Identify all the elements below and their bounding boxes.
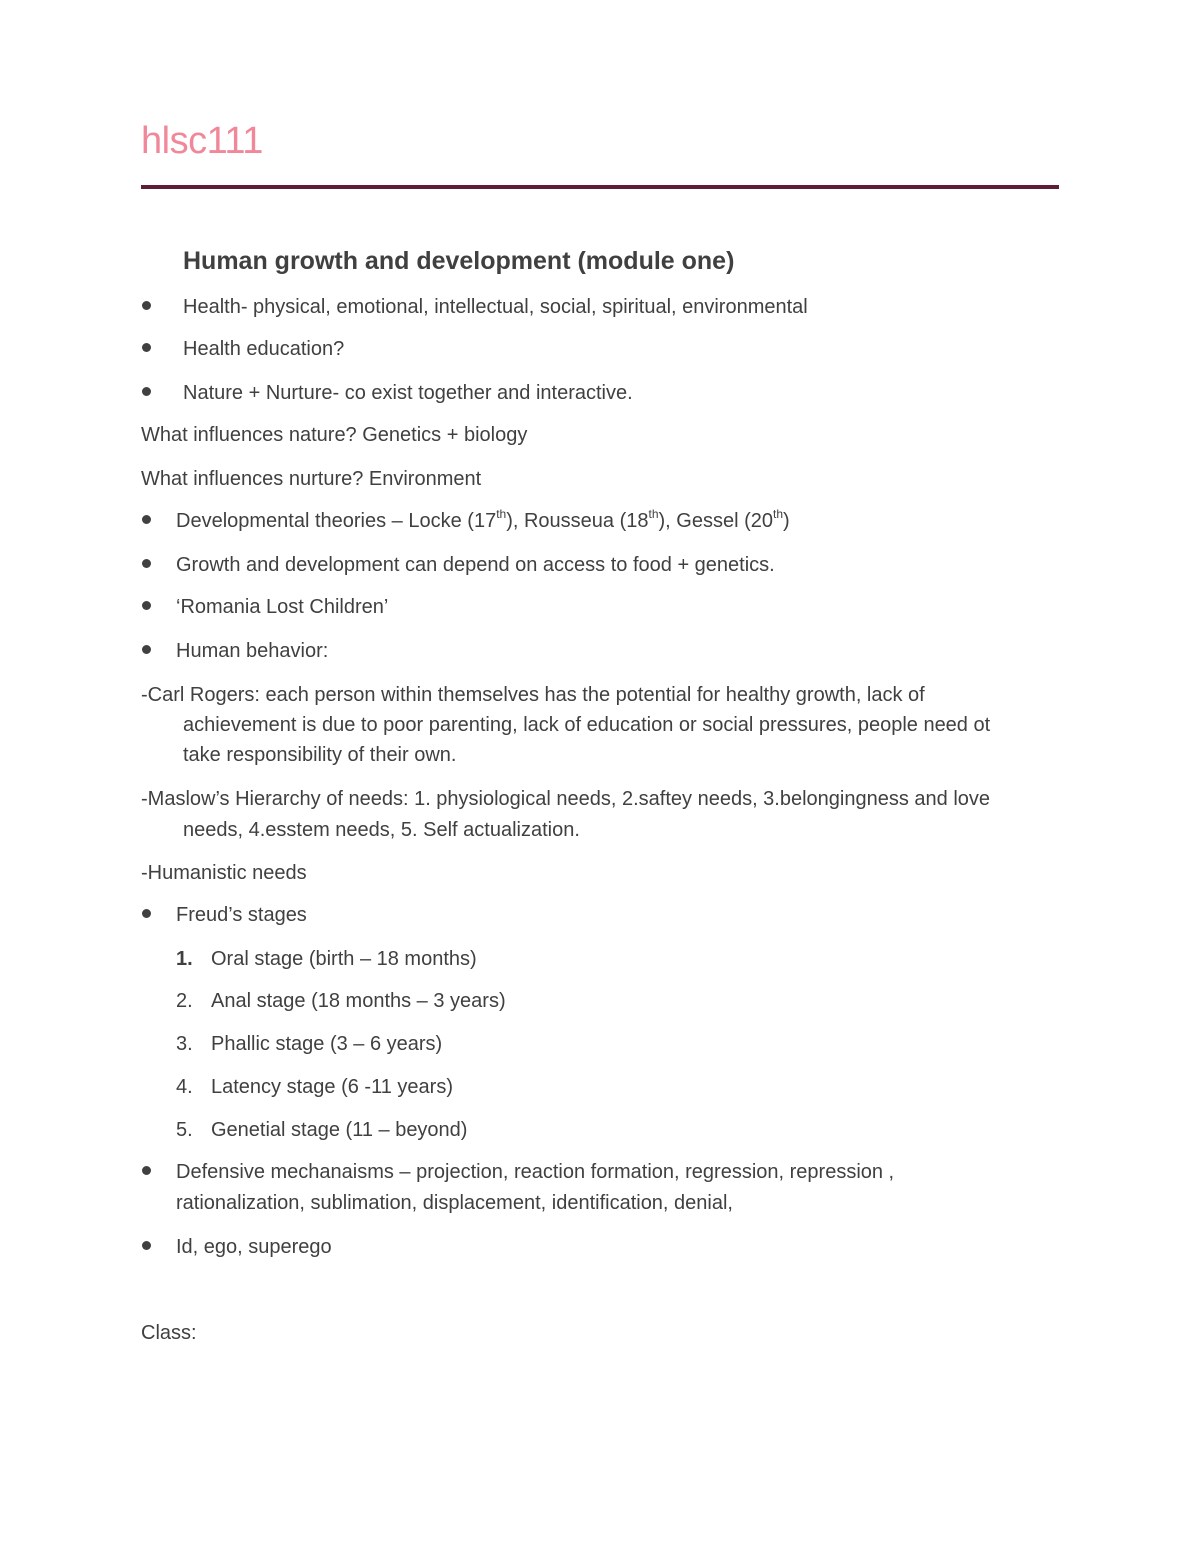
stage-number: 1. [176, 948, 193, 970]
bullet-icon [142, 601, 151, 610]
maslow-line: needs, 4.esstem needs, 5. Self actualization. [183, 819, 580, 841]
stage-text: Phallic stage (3 – 6 years) [211, 1033, 443, 1055]
bullet-icon [142, 909, 151, 918]
title-divider [141, 185, 1059, 189]
stage-number: 2. [176, 990, 193, 1012]
bullet-icon [142, 387, 151, 396]
bullet-icon [142, 645, 151, 654]
bullet-icon [142, 1241, 151, 1250]
stage-text: Latency stage (6 -11 years) [211, 1076, 453, 1098]
superscript: th [773, 507, 784, 521]
stage-number: 4. [176, 1076, 193, 1098]
nurture-line: What influences nurture? Environment [141, 468, 482, 490]
superscript: th [648, 507, 659, 521]
rogers-line: -Carl Rogers: each person within themselves has the potential for healthy growth, lack of [141, 684, 925, 706]
list-item: ‘Romania Lost Children’ [176, 596, 389, 618]
theories-text: ), Gessel (20 [658, 510, 773, 532]
theories-text: Developmental theories – Locke (17 [176, 510, 497, 532]
bullet-icon [142, 1166, 151, 1175]
document-title: hlsc111 [141, 120, 263, 162]
rogers-line: take responsibility of their own. [183, 744, 457, 766]
theories-text: ), Rousseua (18 [506, 510, 649, 532]
list-item: Id, ego, superego [176, 1236, 332, 1258]
bullet-icon [142, 343, 151, 352]
bullet-icon [142, 301, 151, 310]
stage-text: Anal stage (18 months – 3 years) [211, 990, 506, 1012]
bullet-icon [142, 559, 151, 568]
maslow-line: -Maslow’s Hierarchy of needs: 1. physiological needs, 2.saftey needs, 3.belongingness and love [141, 788, 991, 810]
class-label: Class: [141, 1322, 197, 1344]
defensive-line: Defensive mechanaisms – projection, reaction formation, regression, repression , [176, 1161, 895, 1183]
defensive-line: rationalization, sublimation, displacement, identification, denial, [176, 1192, 733, 1214]
section-heading: Human growth and development (module one) [183, 247, 735, 275]
humanistic-line: -Humanistic needs [141, 862, 307, 884]
list-item: Growth and development can depend on access to food + genetics. [176, 554, 775, 576]
rogers-line: achievement is due to poor parenting, lack of education or social pressures, people need ot [183, 714, 991, 736]
theories-text: ) [783, 510, 790, 532]
list-item: Health- physical, emotional, intellectual, social, spiritual, environmental [183, 296, 808, 318]
stage-text: Oral stage (birth – 18 months) [211, 948, 477, 970]
list-item: Freud’s stages [176, 904, 307, 926]
list-item: Health education? [183, 338, 345, 360]
stage-number: 5. [176, 1119, 193, 1141]
stage-text: Genetial stage (11 – beyond) [211, 1119, 468, 1141]
bullet-icon [142, 515, 151, 524]
theories-line [176, 506, 790, 536]
list-item: Human behavior: [176, 640, 329, 662]
stage-number: 3. [176, 1033, 193, 1055]
superscript: th [496, 507, 507, 521]
list-item: Nature + Nurture- co exist together and interactive. [183, 382, 633, 404]
nature-line: What influences nature? Genetics + biology [141, 424, 528, 446]
